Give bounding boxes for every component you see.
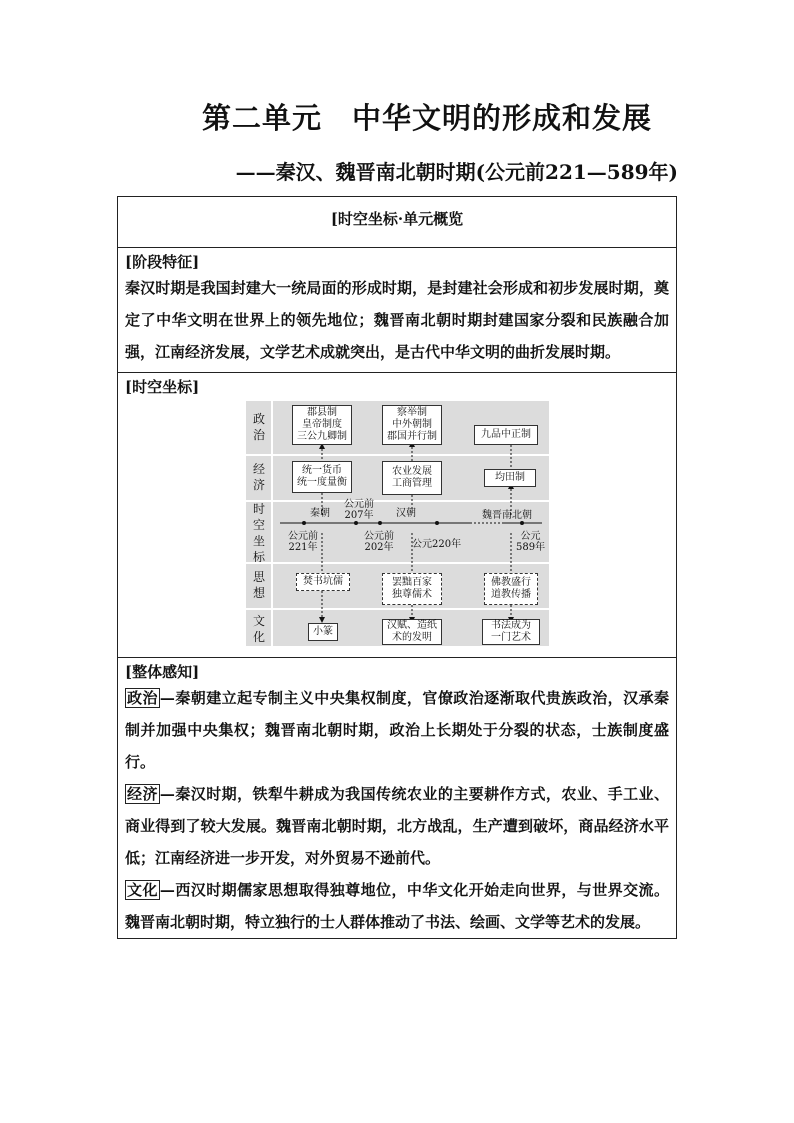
table-header: [时空坐标·单元概览 (118, 197, 676, 248)
category-thought: 思想 (252, 570, 265, 600)
perception-economy: 经济 —秦汉时期，铁犁牛耕成为我国传统农业的主要耕作方式，农业、手工业、商业得到了较大发展。魏晋南北朝时期，北方战乱，生产遭到破坏，商品经济水平低；江南经济进一步开发，对外贸易不逊前代。 (125, 785, 669, 867)
category-economy: 经济 (252, 462, 265, 492)
thought-qin-box: 焚书坑儒 (296, 573, 350, 591)
timeline-202bc: 公元前 202年 (364, 531, 394, 553)
category-politics: 政治 (252, 412, 265, 442)
economy-qin-box: 统一货币 统一度量衡 (292, 461, 352, 493)
culture-han-box: 汉赋、造纸 术的发明 (382, 619, 442, 645)
overall-perception-label: [整体感知] (125, 663, 200, 681)
thought-wjnb-box: 佛教盛行 道教传播 (484, 573, 538, 605)
politics-wjnb-box: 九品中正制 (474, 425, 538, 445)
perception-culture: 文化 —西汉时期儒家思想取得独尊地位，中华文化开始走向世界，与世界交流。魏晋南北朝时期，特立独行的士人群体推动了书法、绘画、文学等艺术的发展。 (125, 881, 669, 931)
keyword-culture: 文化 (127, 881, 158, 899)
title-unit: 第二单元 (201, 101, 322, 135)
title-main: 中华文明的形成和发展 (352, 101, 653, 135)
culture-wjnb-box: 书法成为 一门艺术 (482, 619, 540, 645)
timeline-220ad: 公元220年 (412, 539, 462, 550)
keyword-economy: 经济 (127, 785, 158, 803)
economy-wjnb-box: 均田制 (484, 469, 536, 487)
timeline-589ad: 公元 589年 (516, 531, 546, 553)
overall-perception-section (118, 658, 676, 938)
overview-table (117, 196, 677, 939)
timeline-wjnb: 魏晋南北朝 (482, 510, 532, 521)
timeline-diagram (246, 401, 549, 646)
stage-features-label: [阶段特征] (125, 253, 200, 271)
timeline-qin: 秦朝 (310, 508, 330, 519)
category-culture: 文化 (252, 614, 265, 644)
thought-han-box: 罢黜百家 独尊儒术 (382, 573, 442, 605)
timeline-207bc: 公元前 207年 (344, 499, 374, 521)
perception-politics: 政治 —秦朝建立起专制主义中央集权制度，官僚政治逐渐取代贵族政治，汉承秦制并加强中央集权；魏晋南北朝时期，政治上长期处于分裂的状态，士族制度盛行。 (125, 689, 669, 771)
timeline-section (118, 373, 676, 658)
page-title (0, 96, 794, 137)
page-subtitle: ——秦汉、魏晋南北朝时期(公元前221—589年) (235, 160, 678, 184)
timeline-221bc: 公元前 221年 (288, 531, 318, 553)
politics-han-box: 察举制 中外朝制 郡国并行制 (382, 405, 442, 445)
timeline-han: 汉朝 (396, 508, 416, 519)
keyword-politics: 政治 (127, 689, 158, 707)
category-timeline: 时空坐标 (252, 502, 265, 564)
timeline-label: [时空坐标] (125, 378, 200, 396)
stage-features-section (118, 248, 676, 373)
stage-features-text: 秦汉时期是我国封建大一统局面的形成时期，是封建社会形成和初步发展时期，奠定了中华文明在世界上的领先地位；魏晋南北朝时期封建国家分裂和民族融合加强，江南经济发展，文学艺术成就突出，是古代中华文明的曲折发展时期。 (125, 279, 669, 361)
culture-qin-box: 小篆 (308, 623, 338, 641)
politics-qin-box: 郡县制 皇帝制度 三公九卿制 (292, 405, 352, 445)
economy-han-box: 农业发展 工商管理 (382, 461, 442, 495)
